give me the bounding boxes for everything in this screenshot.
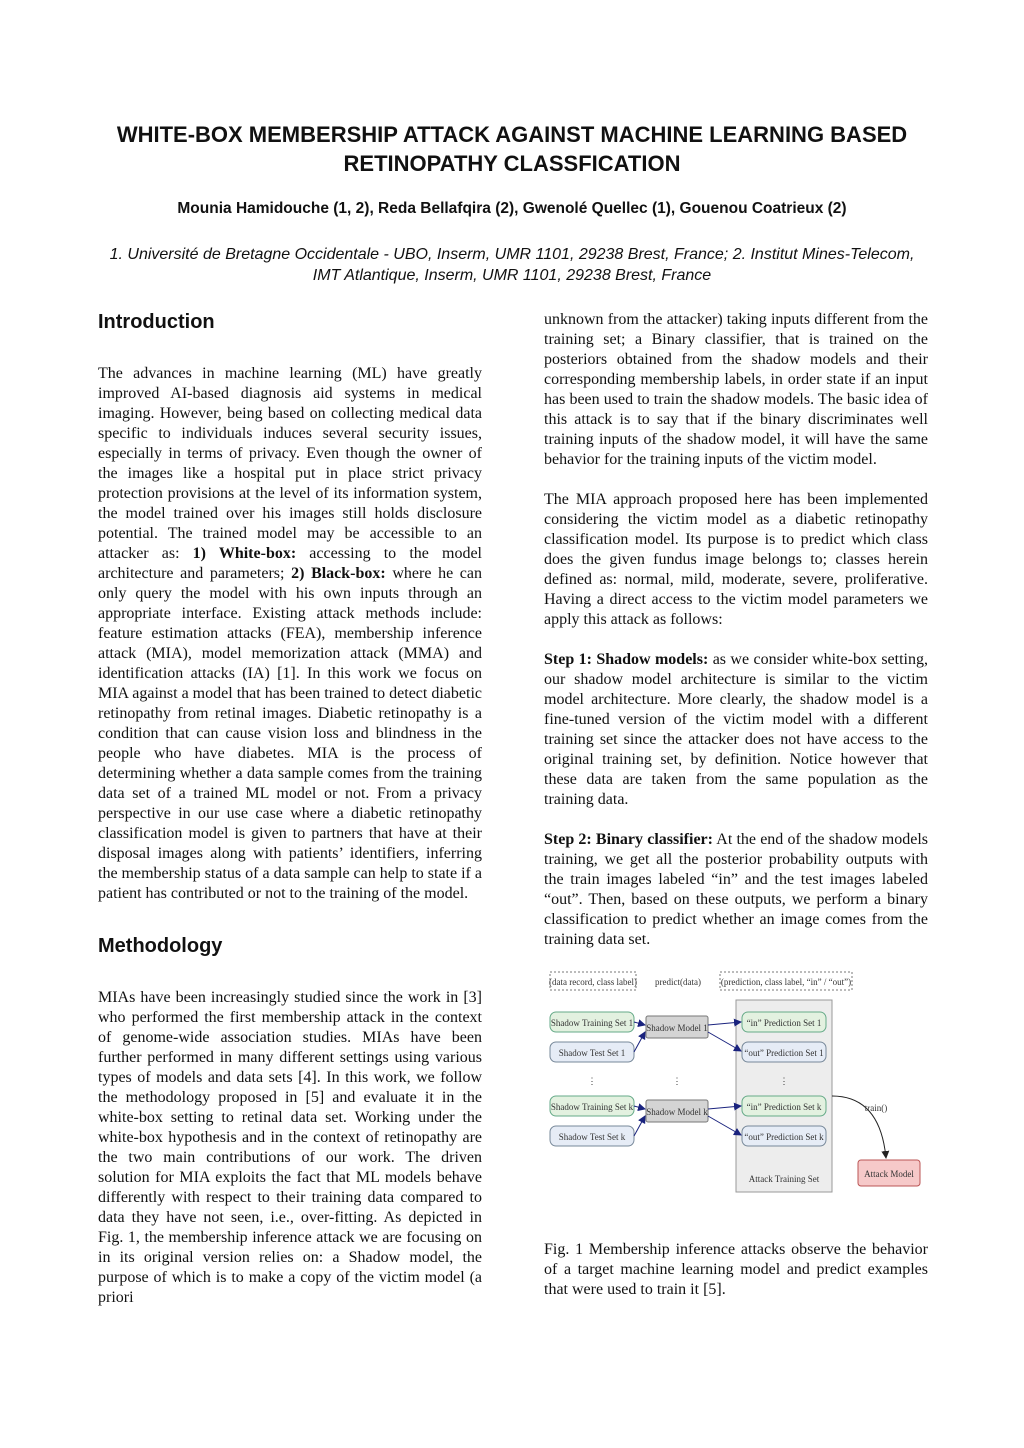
author-list: Mounia Hamidouche (1, 2), Reda Bellafqira (2), Gwenolé Quellec (1), Gouenou Coatrieux (2)	[177, 200, 847, 217]
white-box-label: 1) White-box:	[192, 545, 297, 562]
step-1-label: Step 1: Shadow models:	[544, 651, 709, 668]
out-prediction-set-1-label: “out” Prediction Set 1	[744, 1048, 824, 1058]
affiliations: 1. Université de Bretagne Occidentale - UBO, Inserm, UMR 1101, 29238 Brest, France; 2. Institut Mines-Telecom, IMT Atlantique, Inserm, UMR 1101, 29238 Brest, France	[109, 246, 915, 284]
shadow-model-1-label: Shadow Model 1	[646, 1023, 708, 1033]
shadow-training-set-1-label: Shadow Training Set 1	[550, 1018, 634, 1028]
in-prediction-set-1-label: “in” Prediction Set 1	[746, 1018, 822, 1028]
methodology-paragraph-1: MIAs have been increasingly studied since the work in [3] who performed the first membership attack in the context of genome-wide association studies. MIAs have been further performed in many different settings using various types of models and data sets [4]. In this work, we follow the methodology proposed in [5] and evaluate it in the white-box setting to retinal data set. Working under the white-box hypothesis and in the context of retinopathy are the two main contributions of our work. The driven solution for MIA exploits the fact that ML models behave differently with respect to their training data compared to data they have not seen, i.e., over-fitting. As depicted in Fig. 1, the membership inference attack we are focusing on in its original version relies on: a Shadow model, the purpose of which is to make a copy of the victim model (a priori	[98, 989, 482, 1306]
shadow-test-set-1-label: Shadow Test Set 1	[558, 1048, 626, 1058]
shadow-training-set-k-label: Shadow Training Set k	[550, 1102, 634, 1112]
mia-diagram	[540, 970, 924, 1200]
methodology-heading: Methodology	[98, 935, 223, 957]
dots-right: ⋮	[779, 1076, 789, 1086]
step-2-label: Step 2: Binary classifier:	[544, 831, 713, 848]
attack-training-set-label: Attack Training Set	[748, 1174, 820, 1184]
methodology-paragraph-1-continued: unknown from the attacker) taking inputs different from the training set; a Binary classifier, that is trained on the posteriors obtained from the shadow models and their corresponding membership labels, in order state if an input has been used to train the shadow models. The basic idea of this attack is to say that if the binary discriminates well training inputs of the shadow model, it will have the same behavior for the training inputs of the victim model.	[544, 311, 928, 468]
methodology-paragraph-2: The MIA approach proposed here has been implemented considering the victim model as a diabetic retinopathy classification model. Its purpose is to predict which class does the given fundus image belongs to; classes herein defined as: normal, mild, moderate, severe, proliferative. Having a direct access to the victim model parameters we apply this attack as follows:	[544, 491, 928, 628]
paper-title: WHITE-BOX MEMBERSHIP ATTACK AGAINST MACHINE LEARNING BASED RETINOPATHY CLASSFICATION	[116, 122, 908, 176]
header-mid-text: predict(data)	[655, 977, 701, 987]
header-right-text: (prediction, class label, “in” / “out”)	[720, 977, 852, 987]
figure-1	[540, 970, 924, 1200]
introduction-heading: Introduction	[98, 311, 215, 333]
attack-model-label: Attack Model	[864, 1169, 914, 1179]
in-prediction-set-k-label: “in” Prediction Set k	[746, 1102, 822, 1112]
out-prediction-set-k-label: “out” Prediction Set k	[744, 1132, 824, 1142]
right-column-body	[544, 310, 928, 1390]
header-left-text: (data record, class label)	[549, 977, 637, 987]
figure-1-caption: Fig. 1 Membership inference attacks observe the behavior of a target machine learning model and predict examples that were used to train it [5].	[544, 1241, 928, 1298]
shadow-model-k-label: Shadow Model k	[646, 1107, 708, 1117]
train-label: train()	[864, 1103, 888, 1113]
black-box-label: 2) Black-box:	[291, 565, 386, 582]
step-2-paragraph: Step 2: Binary classifier: At the end of the shadow models training, we get all the posterior probability outputs with the train images labeled “in” and the test images labeled “out”. Then, based on these outputs, we perform a binary classification to predict whether an image comes from the training data set.	[544, 831, 929, 948]
step-1-paragraph: Step 1: Shadow models: as we consider white-box setting, our shadow model architecture is similar to the victim model architecture. More clearly, the shadow model is a fine-tuned version of the victim model with a different training set since the attacker does not have access to the original training set, by definition. Notice however that these data are taken from the same population as the training data.	[544, 651, 928, 808]
dots-mid: ⋮	[672, 1076, 682, 1086]
left-column	[98, 310, 482, 1328]
introduction-paragraph: The advances in machine learning (ML) have greatly improved AI-based diagnosis aid systems in medical imaging. However, being based on collecting medical data specific to individuals induces several security issues, especially in terms of privacy. Even though the owner of the images like a hospital put in place strict privacy protection provisions at the level of its information system, the model trained over his images still holds disclosure potential. The trained model may be accessible to an attacker as: 1) White-box: accessing to the model architecture and parameters; 2) Black-box: where he can only query the model with his own inputs through an appropriate interface. Existing attack methods include: feature estimation attacks (FEA), membership inference attack (MIA), model memorization attack (MMA) and identification attacks (IA) [1]. In this work we focus on MIA against a model that has been trained to detect diabetic retinopathy from retinal images. Diabetic retinopathy is a condition that can cause vision loss and blindness in the people who have diabetes. MIA is the process of determining whether a data sample comes from the training data set of a trained ML model or not. From a privacy perspective in our use case where a diabetic retinopathy classification model is given to partners that have at their disposal images along with patients’ identifiers, inferring the membership status of a data sample can help to state if a patient has contributed or not to the training of the model.	[98, 365, 482, 902]
dots-left: ⋮	[587, 1076, 597, 1086]
shadow-test-set-k-label: Shadow Test Set k	[558, 1132, 626, 1142]
